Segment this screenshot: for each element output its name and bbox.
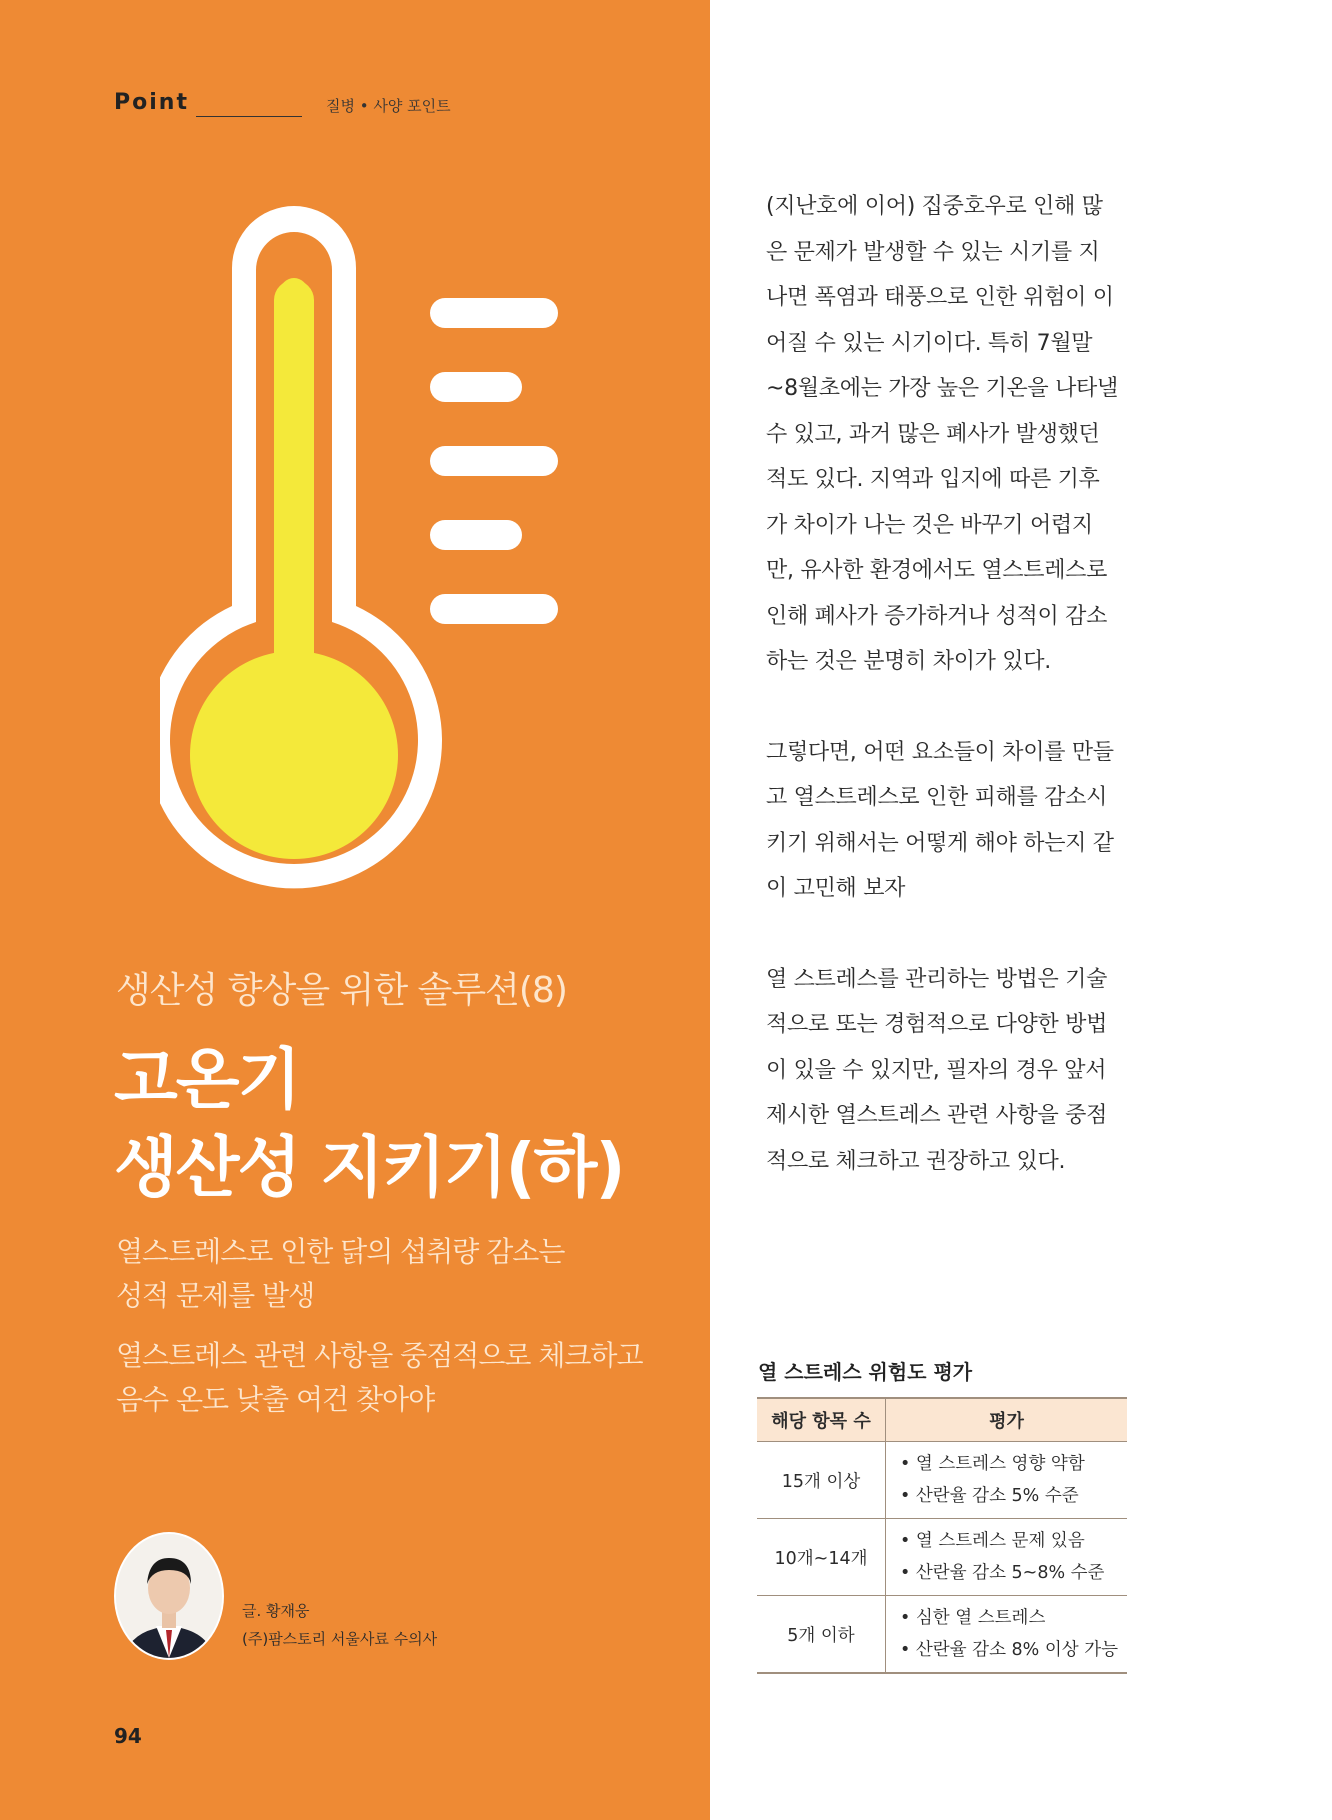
scale-mark <box>430 594 558 624</box>
table-cell-line: • 산란율 감소 5~8% 수준 <box>900 1563 1105 1583</box>
body-paragraph: (지난호에 이어) 집중호우로 인해 많은 문제가 발생할 수 있는 시기를 지나면 폭염과 태풍으로 인한 위험이 이어질 수 있는 시기이다. 특히 7월말~8월초에는 가장 높은 기온을 나타낼 수 있고, 과거 많은 폐사가 발생했던 적도 있다. 지역과 입지에 따른 기후가 차이가 나는 것은 바꾸기 어렵지만, 유사한 환경에서도 열스트레스로 인해 폐사가 증가하거나 성적이 감소하는 것은 분명히 차이가 있다. <box>766 194 1118 674</box>
table-cell-line: • 산란율 감소 5% 수준 <box>900 1486 1079 1506</box>
scale-mark <box>430 372 522 402</box>
body-paragraph: 열 스트레스를 관리하는 방법은 기술적으로 또는 경험적으로 다양한 방법이 있을 수 있지만, 필자의 경우 앞서 제시한 열스트레스 관련 사항을 중점적으로 체크하고 권장하고 있다. <box>766 966 1108 1174</box>
article-title <box>114 1036 624 1212</box>
page-number: 94 <box>114 1724 142 1748</box>
risk-table <box>757 1397 1127 1674</box>
title-line: 고온기 <box>114 1041 300 1118</box>
author-affiliation: (주)팜스토리 서울사료 수의사 <box>242 1630 438 1648</box>
scale-mark <box>430 446 558 476</box>
table-cell <box>886 1442 1128 1519</box>
table-cell-line: • 열 스트레스 문제 있음 <box>900 1531 1085 1551</box>
author-name: 글. 황재웅 <box>242 1602 310 1620</box>
section-divider <box>196 116 302 117</box>
table-cell: 15개 이상 <box>757 1442 886 1519</box>
article-kicker: 생산성 향상을 위한 솔루션(8) <box>116 970 567 1011</box>
article-subtitle <box>116 1230 564 1318</box>
table-row <box>757 1442 1127 1519</box>
subtitle-line: 성적 문제를 발생 <box>116 1279 315 1312</box>
table-cell-line: • 심한 열 스트레스 <box>900 1608 1046 1628</box>
table-title: 열 스트레스 위험도 평가 <box>758 1360 973 1384</box>
thermometer-icon <box>160 190 580 910</box>
scale-mark <box>430 520 522 550</box>
subtitle-line: 열스트레스 관련 사항을 중점적으로 체크하고 <box>116 1339 643 1372</box>
subtitle-line: 열스트레스로 인한 닭의 섭취량 감소는 <box>116 1235 565 1268</box>
table-cell-line: • 열 스트레스 영향 약함 <box>900 1454 1085 1474</box>
table-row <box>757 1596 1127 1674</box>
column-header: 평가 <box>886 1398 1128 1442</box>
article-subtitle <box>116 1334 643 1422</box>
table-row <box>757 1519 1127 1596</box>
table-cell <box>886 1519 1128 1596</box>
table-cell: 10개~14개 <box>757 1519 886 1596</box>
table-cell-line: • 산란율 감소 8% 이상 가능 <box>900 1640 1119 1660</box>
article-body <box>766 184 1120 1229</box>
table-cell <box>886 1596 1128 1674</box>
title-line: 생산성 지키기(하) <box>114 1129 624 1206</box>
column-header: 해당 항목 수 <box>757 1398 886 1442</box>
section-label: Point <box>114 90 189 115</box>
scale-mark <box>430 298 558 328</box>
subtitle-line: 음수 온도 낮출 여건 찾아야 <box>116 1383 435 1416</box>
table-cell: 5개 이하 <box>757 1596 886 1674</box>
table-header-row <box>757 1398 1127 1442</box>
section-category: 질병 • 사양 포인트 <box>326 97 451 115</box>
body-paragraph: 그렇다면, 어떤 요소들이 차이를 만들고 열스트레스로 인한 피해를 감소시키기 위해서는 어떻게 해야 하는지 같이 고민해 보자 <box>766 739 1114 901</box>
author-avatar <box>114 1532 224 1660</box>
